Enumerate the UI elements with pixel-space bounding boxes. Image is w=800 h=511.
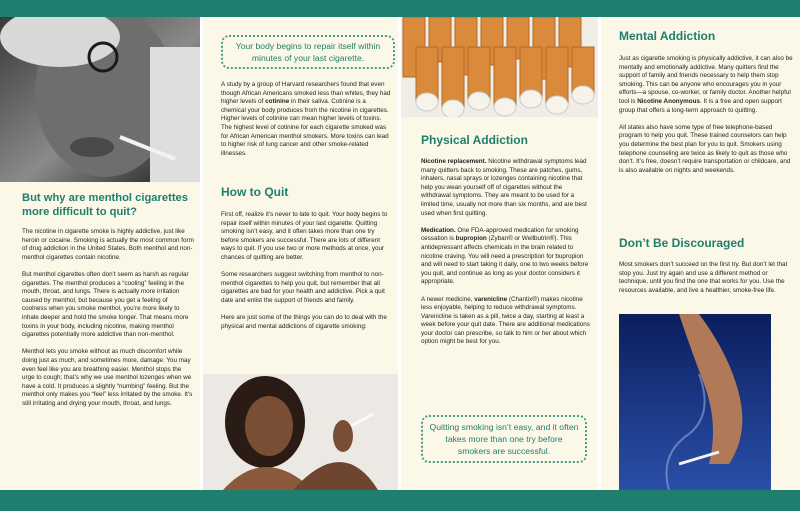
support-paragraph xyxy=(619,55,793,115)
bold-term: cotinine xyxy=(265,98,290,106)
top-color-band xyxy=(0,0,800,17)
nicotine-replacement-paragraph xyxy=(421,158,593,218)
physical-addiction-heading: Physical Addiction xyxy=(421,133,528,147)
cotinine-paragraph xyxy=(221,81,391,158)
bold-term: Nicotine Anonymous xyxy=(637,97,700,105)
paragraph: Menthol lets you smoke without as much discomfort while doing just as much, and sometimes more, damage. You may even feel like you are breathing easier. Menthol stops the urge to cough; that’s why we use menthol lozenges when we have a cold. It produces a slightly “numbing” feeling. But the menthol only makes you “feel” less irritated by the smoke. It’s still irritating and drying your mouth, throat, and lungs. xyxy=(22,348,193,407)
bottom-color-band xyxy=(0,490,800,511)
telephone-paragraph: All states also have some type of free telephone-based program to help you quit. These trained counselors can help you determine the best plan for you to quit. Smokers using telephone counseling are twice as likely to quit as those who don’t. It’s free, doesn’t require transportation or childcare, and is also available on nights and weekends. xyxy=(619,123,791,174)
mental-addiction-heading: Mental Addiction xyxy=(619,29,716,43)
paragraph: Most smokers don’t succeed on the first try. But don’t let that stop you. Just try again and use a different method or technique, until you find the one that works for you. Use the resources available, and live a healthier, smoke-free life. xyxy=(619,261,788,294)
paragraph: But menthol cigarettes often don’t seem as harsh as regular cigarettes. The menthol produces a “cooling” feeling in the mouth, throat, and lungs. There is actually more irritation caused by menthol, but because you get a feeling of coolness when you smoke menthol, you’re more likely to inhale deeper and hold the smoke longer. That means more toxins in your body, including nicotine, making menthol cigarettes potentially more addictive than non-menthol. xyxy=(22,270,189,339)
menthol-heading: But why are menthol cigarettes more difficult to quit? xyxy=(22,192,188,218)
text: A study by a group of Harvard researchers found that even though African Americans smoked less than whites, they had higher levels of xyxy=(221,81,391,106)
medication-paragraph xyxy=(421,227,593,287)
text: Just as cigarette smoking is physically addictive, it can also be mentally and emotionally addictive. Many quitters find the support of family and friends necessary to help them stop smoking. This can be anyone who encourages you in your efforts—a spouse, co-worker, or family doctor. Another helpful tool is xyxy=(619,55,793,105)
text: One FDA-approved medication for smoking cessation is xyxy=(421,226,579,243)
panel-mental-addiction xyxy=(601,17,800,490)
paragraph: First off, realize it’s never to late to quit. Your body begins to repair itself within minutes of your last cigarette. Quitting smoking isn’t easy, and it often takes more than one try before smokers are successful. There are lots of different ways to quit. If you use two or more methods at once, your chances of quitting are better. xyxy=(221,211,388,261)
bold-term: Medication. xyxy=(421,226,456,234)
bold-term: Nicotine replacement. xyxy=(421,158,487,165)
paragraph: Some researchers suggest switching from menthol to non-menthol cigarettes to help you quit, but remember that all cigarettes are bad for your health and addictive. Pick a quit date and enlist the support of friends and family. xyxy=(221,271,385,304)
repair-callout: Your body begins to repair itself within minutes of your last cigarette. xyxy=(221,35,395,69)
text: . It is a free and open support group that offers a long-term approach to quitting. xyxy=(619,97,782,114)
paragraph: Here are just some of the things you can do to deal with the physical and mental addictions of cigarette smoking: xyxy=(221,314,387,330)
how-to-quit-heading: How to Quit xyxy=(221,185,289,199)
paragraph: The nicotine in cigarette smoke is highly addictive, just like heroin or cocaine. Smoking is actually the most common form of drug addiction in the United States. Both menthol and non-menthol cigarettes contain nicotine. xyxy=(22,228,194,261)
bold-term: varenicline xyxy=(474,295,508,303)
cigarettes-photo xyxy=(401,17,598,117)
panel-how-to-quit xyxy=(203,17,398,490)
panel-physical-addiction xyxy=(401,17,598,490)
quitting-callout: Quitting smoking isn’t easy, and it often takes more than one try before smokers are successful. xyxy=(421,415,587,463)
man-smoking-photo xyxy=(0,17,200,182)
hand-cigarette-photo xyxy=(619,314,771,490)
panel-menthol xyxy=(0,17,200,490)
text: (Zyban® or Wellbutrin®). This antidepressant affects chemicals in the brain related to nicotine craving. You will need a prescription for bupropion and will need to start taking it daily, one to two weeks before you quit, and continue as long as your doctor considers it appropriate. xyxy=(421,235,589,286)
text: in their saliva. Cotinine is a chemical your body produces from the nicotine in cigarettes. Higher levels of cotinine can mean higher levels of toxins. The highest level of cotinine for each cigarette smoked was for African American menthol smokers. More toxins can lead to higher risk of lung cancer and other smoke-related illnesses. xyxy=(221,98,389,157)
text: Nicotine withdrawal symptoms lead many quitters back to smoking. These are patches, gums, inhalers, nasal sprays or lozenges containing nicotine that help you wean yourself off of cigarettes without the withdrawal symptoms. They are meant to be used for a limited time, usually not more than six months, and are best used when first quitting. xyxy=(421,158,587,217)
text: A newer medicine, xyxy=(421,295,475,303)
bold-term: bupropion xyxy=(455,235,487,243)
text: (Chantix®) makes nicotine less enjoyable, helping to reduce withdrawal symptoms. Varenicline is taken as a pill, twice a day, starting at least a week before your quit date. There are additional medications your doctor can prescribe, so talk to him or her about which option might be best for you. xyxy=(421,295,590,346)
varenicline-paragraph xyxy=(421,296,593,348)
dont-be-discouraged-heading: Don’t Be Discouraged xyxy=(619,236,745,250)
woman-smoking-photo xyxy=(203,374,398,490)
